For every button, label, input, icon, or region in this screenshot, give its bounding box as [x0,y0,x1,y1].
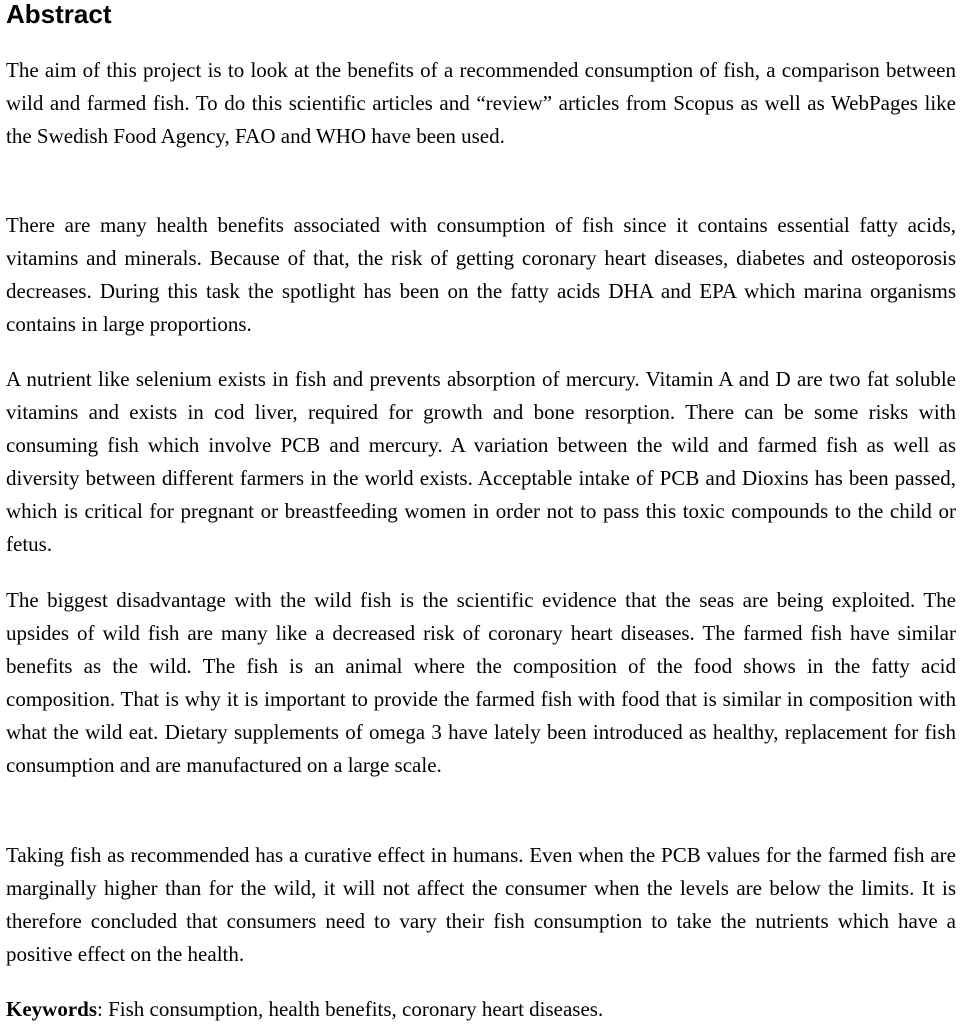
abstract-paragraph-1: The aim of this project is to look at the benefits of a recommended consumption of fish, a comparison between wild and farmed fish. To do this scientific articles and “review” articles from Scopus as well as WebPages like the Swedish Food Agency, FAO and WHO have been used. [6,58,956,148]
abstract-heading: Abstract [6,0,112,29]
abstract-paragraph-4: The biggest disadvantage with the wild fish is the scientific evidence that the seas are being exploited. The upsides of wild fish are many like a decreased risk of coronary heart diseases. The farmed fish have similar benefits as the wild. The fish is an animal where the composition of the food shows in the fatty acid composition. That is why it is important to provide the farmed fish with food that is similar in composition with what the wild eat. Dietary supplements of omega 3 have lately been introduced as healthy, replacement for fish consumption and are manufactured on a large scale. [6,588,956,777]
abstract-paragraph-3: A nutrient like selenium exists in fish and prevents absorption of mercury. Vitamin A and D are two fat soluble vitamins and exists in cod liver, required for growth and bone resorption. There can be some risks with consuming fish which involve PCB and mercury. A variation between the wild and farmed fish as well as diversity between different farmers in the world exists. Acceptable intake of PCB and Dioxins has been passed, which is critical for pregnant or breastfeeding women in order not to pass this toxic compounds to the child or fetus. [6,367,956,556]
keywords-label: Keywords [6,997,97,1021]
keywords-line [6,993,956,1026]
abstract-paragraph-5: Taking fish as recommended has a curative effect in humans. Even when the PCB values for the farmed fish are marginally higher than for the wild, it will not affect the consumer when the levels are below the limits. It is therefore concluded that consumers need to vary their fish consumption to take the nutrients which have a positive effect on the health. [6,843,956,966]
abstract-paragraph-2: There are many health benefits associated with consumption of fish since it contains essential fatty acids, vitamins and minerals. Because of that, the risk of getting coronary heart diseases, diabetes and osteoporosis decreases. During this task the spotlight has been on the fatty acids DHA and EPA which marina organisms contains in large proportions. [6,213,956,336]
keywords-text: : Fish consumption, health benefits, coronary heart diseases. [97,997,604,1021]
